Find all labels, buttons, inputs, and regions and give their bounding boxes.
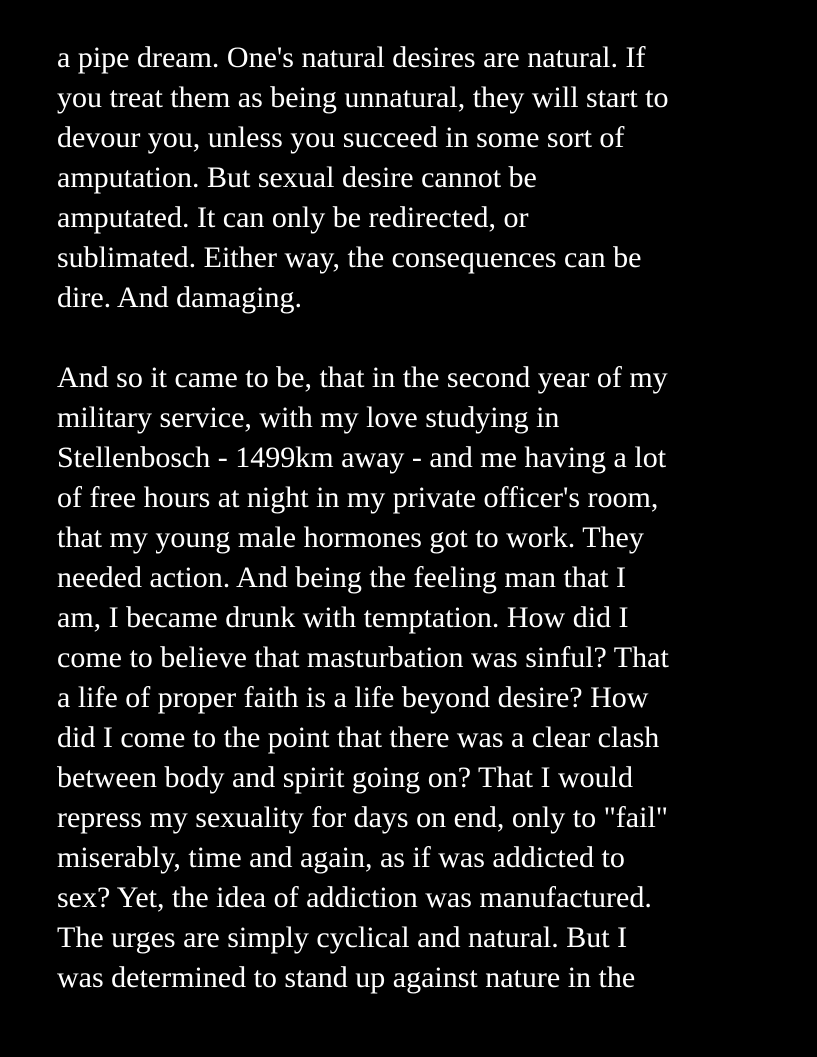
text-line: The urges are simply cyclical and natural. But I [57, 921, 628, 954]
text-line: dire. And damaging. [57, 281, 302, 314]
text-line: needed action. And being the feeling man that I [57, 561, 626, 594]
text-line: between body and spirit going on? That I would [57, 761, 634, 794]
text-line: was determined to stand up against nature in the [57, 961, 636, 994]
text-line: that my young male hormones got to work. They [57, 521, 644, 554]
text-line: And so it came to be, that in the second year of my [57, 361, 668, 394]
text-line: miserably, time and again, as if was addicted to [57, 841, 625, 874]
text-line: am, I became drunk with temptation. How did I [57, 601, 629, 634]
paragraph-2 [57, 358, 797, 998]
text-line: amputated. It can only be redirected, or [57, 201, 529, 234]
text-line: a life of proper faith is a life beyond desire? How [57, 681, 649, 714]
text-line: come to believe that masturbation was sinful? That [57, 641, 669, 674]
text-line: amputation. But sexual desire cannot be [57, 161, 537, 194]
text-line: did I come to the point that there was a clear clash [57, 721, 660, 754]
text-line: a pipe dream. One's natural desires are natural. If [57, 41, 646, 74]
body-text [57, 38, 797, 998]
paragraph-1 [57, 38, 797, 318]
text-line: sex? Yet, the idea of addiction was manufactured. [57, 881, 652, 914]
text-line: devour you, unless you succeed in some sort of [57, 121, 625, 154]
text-line: sublimated. Either way, the consequences can be [57, 241, 642, 274]
paragraph-break [57, 318, 797, 358]
text-line: military service, with my love studying in [57, 401, 560, 434]
text-line: Stellenbosch - 1499km away - and me having a lot [57, 441, 667, 474]
text-line: you treat them as being unnatural, they will start to [57, 81, 669, 114]
text-line: repress my sexuality for days on end, only to "fail" [57, 801, 669, 834]
text-line: of free hours at night in my private officer's room, [57, 481, 659, 514]
